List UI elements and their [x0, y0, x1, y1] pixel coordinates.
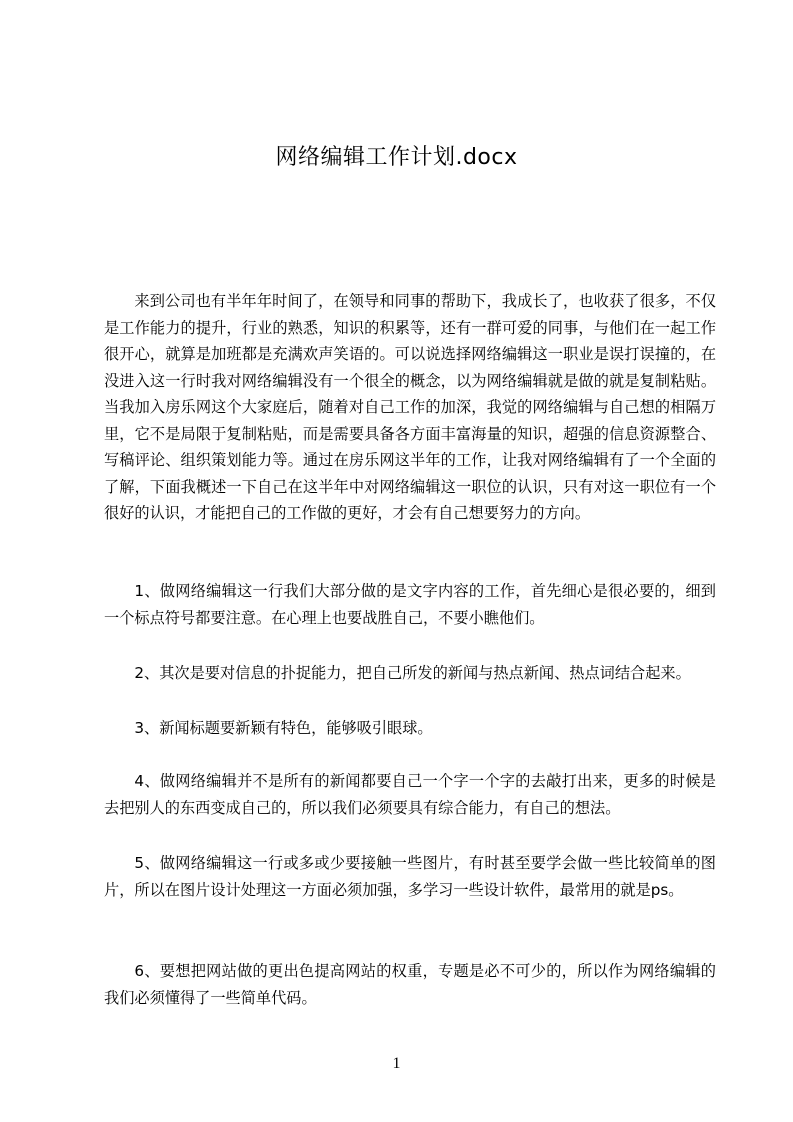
point-1-paragraph: 1、做网络编辑这一行我们大部分做的是文字内容的工作，首先细心是很必要的，细到一个标点符号都要注意。在心理上也要战胜自己，不要小瞧他们。 [104, 582, 716, 627]
point-6-paragraph: 6、要想把网站做的更出色提高网站的权重，专题是必不可少的，所以作为网络编辑的我们必须懂得了一些简单代码。 [104, 962, 716, 1007]
page-number: 1 [392, 1055, 401, 1072]
point-5-paragraph: 5、做网络编辑这一行或多或少要接触一些图片，有时甚至要学会做一些比较简单的图片，所以在图片设计处理这一方面必须加强，多学习一些设计软件，最常用的就是ps。 [104, 854, 716, 899]
point-4-paragraph: 4、做网络编辑并不是所有的新闻都要自己一个字一个字的去敲打出来，更多的时候是去把别人的东西变成自己的，所以我们必须要具有综合能力，有自己的想法。 [104, 772, 716, 817]
intro-paragraph: 来到公司也有半年年时间了，在领导和同事的帮助下，我成长了，也收获了很多，不仅是工作能力的提升，行业的熟悉，知识的积累等，还有一群可爱的同事，与他们在一起工作很开心，就算是加班都是充满欢声笑语的。可以说选择网络编辑这一职业是误打误撞的，在没进入这一行时我对网络编辑没有一个很全的概念，以为网络编辑就是做的就是复制粘贴。当我加入房乐网这个大家庭后，随着对自己工作的加深，我觉的网络编辑与自己想的相隔万里，它不是局限于复制粘贴，而是需要具备各方面丰富海量的知识，超强的信息资源整合、写稿评论、组织策划能力等。通过在房乐网这半年的工作，让我对网络编辑有了一个全面的了解，下面我概述一下自己在这半年中对网络编辑这一职位的认识，只有对这一职位有一个很好的认识，才能把自己的工作做的更好，才会有自己想要努力的方向。 [104, 292, 716, 522]
point-3-paragraph: 3、新闻标题要新颖有特色，能够吸引眼球。 [134, 719, 433, 737]
document-title: 网络编辑工作计划.docx [275, 145, 518, 170]
point-2-paragraph: 2、其次是要对信息的扑捉能力，把自己所发的新闻与热点新闻、热点词结合起来。 [134, 664, 691, 682]
